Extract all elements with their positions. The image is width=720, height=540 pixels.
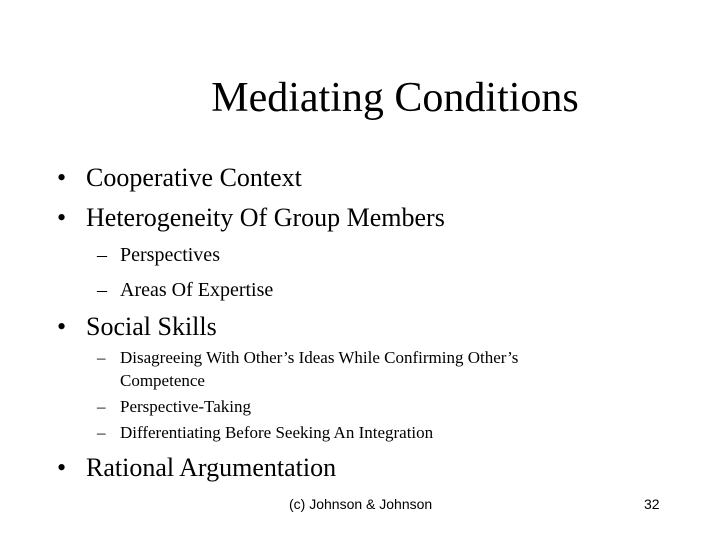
- sub-bullet-text: Disagreeing With Other’s Ideas While Confirming Other’s: [120, 348, 519, 367]
- bullet-text: Cooperative Context: [86, 163, 302, 192]
- dash-marker: –: [97, 279, 107, 301]
- sub-bullet-text: Areas Of Expertise: [120, 279, 274, 301]
- dash-marker: –: [97, 348, 106, 367]
- dash-marker: –: [97, 244, 107, 266]
- footer-credit: (c) Johnson & Johnson: [289, 496, 433, 512]
- bullet-marker: •: [57, 203, 67, 232]
- sub-bullet-text: Competence: [120, 371, 205, 390]
- slide-title: Mediating Conditions: [211, 75, 579, 121]
- bullet-text: Rational Argumentation: [86, 453, 337, 482]
- sub-bullet-text: Perspectives: [120, 244, 220, 266]
- bullet-marker: •: [57, 312, 67, 341]
- bullet-marker: •: [57, 163, 67, 192]
- bullet-text: Heterogeneity Of Group Members: [86, 203, 445, 232]
- dash-marker: –: [97, 397, 106, 416]
- bullet-text: Social Skills: [86, 312, 217, 341]
- sub-bullet-text: Perspective-Taking: [120, 397, 251, 416]
- sub-bullet-text: Differentiating Before Seeking An Integration: [120, 423, 434, 442]
- page-number: 32: [644, 496, 660, 512]
- bullet-marker: •: [57, 453, 67, 482]
- dash-marker: –: [97, 423, 106, 442]
